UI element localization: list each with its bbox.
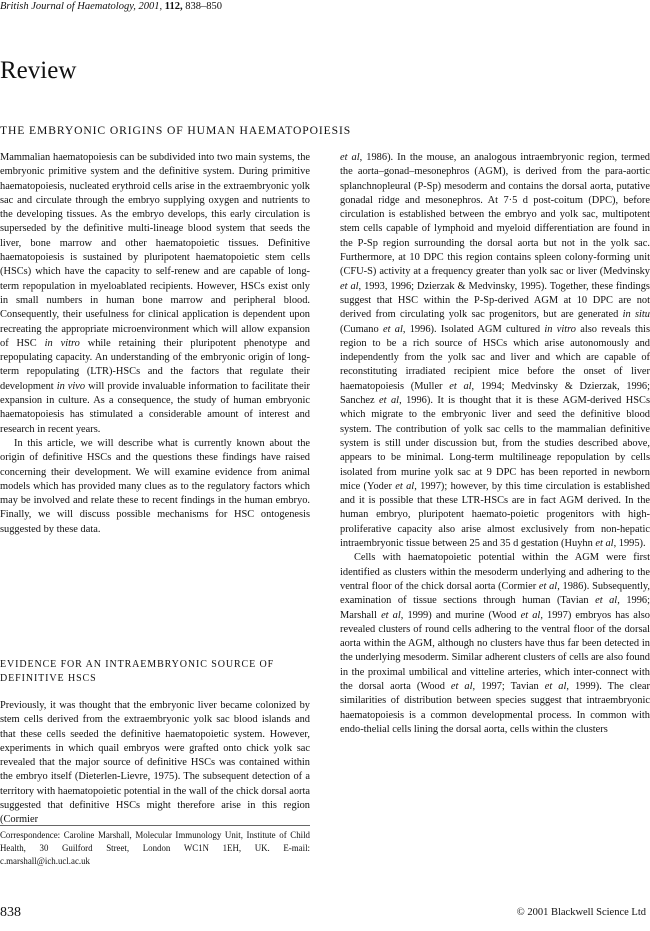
copyright-notice: © 2001 Blackwell Science Ltd xyxy=(516,907,646,918)
correspondence-note: Correspondence: Caroline Marshall, Molecular Immunology Unit, Institute of Child Health, 30 Guilford Street, London WC1N 1EH, UK. E-mail: c.marshall@ich.ucl.ac.uk xyxy=(0,830,310,866)
left-column xyxy=(0,151,310,537)
right-column xyxy=(340,151,650,737)
journal-year: 2001, xyxy=(138,1,163,12)
intro-paragraph-2: In this article, we will describe what is currently known about the origin of definitive HSCs and the questions these findings have raised concerning their development. We will examine evidence from animal models which has provided many clues as to the regulatory factors which may be involved and relate these to recent findings in the human embryo. Finally, we will discuss possible mechanisms for HSC ontogenesis suggested by these data. xyxy=(0,437,310,535)
article-type: Review xyxy=(0,57,77,84)
journal-name: British Journal of Haematology xyxy=(0,1,134,12)
article-title: THE EMBRYONIC ORIGINS OF HUMAN HAEMATOPOIESIS xyxy=(0,124,352,137)
left-column-continued xyxy=(0,699,310,828)
running-header: British Journal of Haematology, 2001, 112, 838–850 xyxy=(0,1,222,12)
right-paragraph-1: et al, 1986). In the mouse, an analogous intraembryonic region, termed the aorta–gonad–mesonephros (AGM), is derived from the para-aortic splanchnopleural (P-Sp) mesoderm and contains the dorsal aorta, putative gonadal ridge and mesonephros. At 7·5 d post-coitum (DPC), before circulation is established between the embryo and yolk sac, multipotent stem cells capable of lymphoid and myeloid differentiation are found in the P-Sp region surrounding the dorsal aorta but not in the yolk sac. Furthermore, at 10 DPC this region contains spleen colony-forming unit (CFU-S) activity at a frequency greater than yolk sac or liver (Medvinsky et al, 1993, 1996; Dzierzak & Medvinsky, 1995). Together, these findings suggest that HSC within the P-Sp-derived AGM at 10 DPC are not derived from circulating yolk sac progenitors, but are generated in situ (Cumano et al, 1996). Isolated AGM cultured in vitro also reveals this region to be a rich source of HSCs which arise autonomously and independently from the yolk sac and liver and which are capable of reconstituting irradiated recipient mice before the onset of liver haematopoiesis (Muller et al, 1994; Medvinsky & Dzierzak, 1996; Sanchez et al, 1996). It is thought that it is these AGM-derived HSCs which migrate to the embryonic liver and seed the definitive blood system. The contribution of yolk sac cells to the mammalian definitive system is still under discussion but, from the studies described above, appears to be minimal. Long-term multilineage repopulation by cells isolated from murine yolk sac at 9 DPC has been reported in newborn mice (Yoder et al, 1997); however, by this time circulation is established and it is possible that these LTR-HSCs are in fact AGM derived. In the human embryo, pluripotent haemato-poietic progenitors with high-proliferative capacity also arise almost exclusively from non-hepatic intraembryonic tissue between 25 and 35 d gestation (Huyhn et al, 1995). xyxy=(340,152,650,550)
right-paragraph-2: Cells with haematopoietic potential within the AGM were first identified as clusters within the mesoderm underlying and adhering to the ventral floor of the chick dorsal aorta (Cormier et al, 1986). Subsequently, examination of tissue sections through human (Tavian et al, 1996; Marshall et al, 1999) and murine (Wood et al, 1997) embryos has also revealed clusters of round cells adhering to the ventral floor of the dorsal aorta within the AGM, although no clusters have thus far been detected in the underlying mesoderm. Similar adherent clusters of cells are also found in the proximal umbilical and vitteline arteries, which inter-connect with the dorsal aorta (Wood et al, 1997; Tavian et al, 1999). The clear similarities of distribution between species suggest that intraembryonic haematopoiesis is a common developmental process. In common with endo-thelial cells lining the dorsal aorta, cells within the clusters xyxy=(340,552,650,735)
journal-pages: 838–850 xyxy=(185,1,222,12)
intro-paragraph-1: Mammalian haematopoiesis can be subdivided into two main systems, the embryonic primitive system and the definitive system. During primitive haematopoiesis, nucleated erythroid cells arise in the extraembryonic yolk sac and circulate through the embryo supplying oxygen and nutrients to the developing tissues. As the embryo develops, this early circulation is superseded by the definitive multi-lineage blood system that seeds the liver, bone marrow and other haematopoietic tissues. Definitive haematopoiesis is sustained by pluripotent haematopoietic stem cells (HSCs) which have the capacity to self-renew and are capable of long-term repopulation in myeloablated recipients. However, HSCs exist only in small numbers in human bone marrow and peripheral blood. Consequently, their usefulness for clinical application is dependent upon recreating the appropriate microenvironment which will allow expansion of HSC in vitro while retaining their pluripotent phenotype and repopulating capacity. An understanding of the embryonic origin of long-term repopulating (LTR)-HSCs and the factors that regulate their development in vivo will provide invaluable information to facilitate their expansion in culture. As a consequence, the study of human embryonic haematopoiesis has stimulated a considerable amount of interest and research in recent years. xyxy=(0,152,310,435)
section-paragraph-1: Previously, it was thought that the embryonic liver became colonized by stem cells derived from the extraembryonic yolk sac blood islands and that these cells seeded the definitive haematopoietic system. However, experiments in which quail embryos were grafted onto chick yolk sac revealed that the major source of definitive HSCs was contained within the embryo itself (Dieterlen-Lievre, 1975). The subsequent detection of a territory with haematopoietic potential in the wall of the chick dorsal aorta suggested that definitive HSCs might therefore arise in this region (Cormier xyxy=(0,700,310,826)
section-heading: EVIDENCE FOR AN INTRAEMBRYONIC SOURCE OF DEFINITIVE HSCS xyxy=(0,659,275,685)
journal-volume: 112, xyxy=(164,1,183,12)
page-number: 838 xyxy=(0,905,21,920)
